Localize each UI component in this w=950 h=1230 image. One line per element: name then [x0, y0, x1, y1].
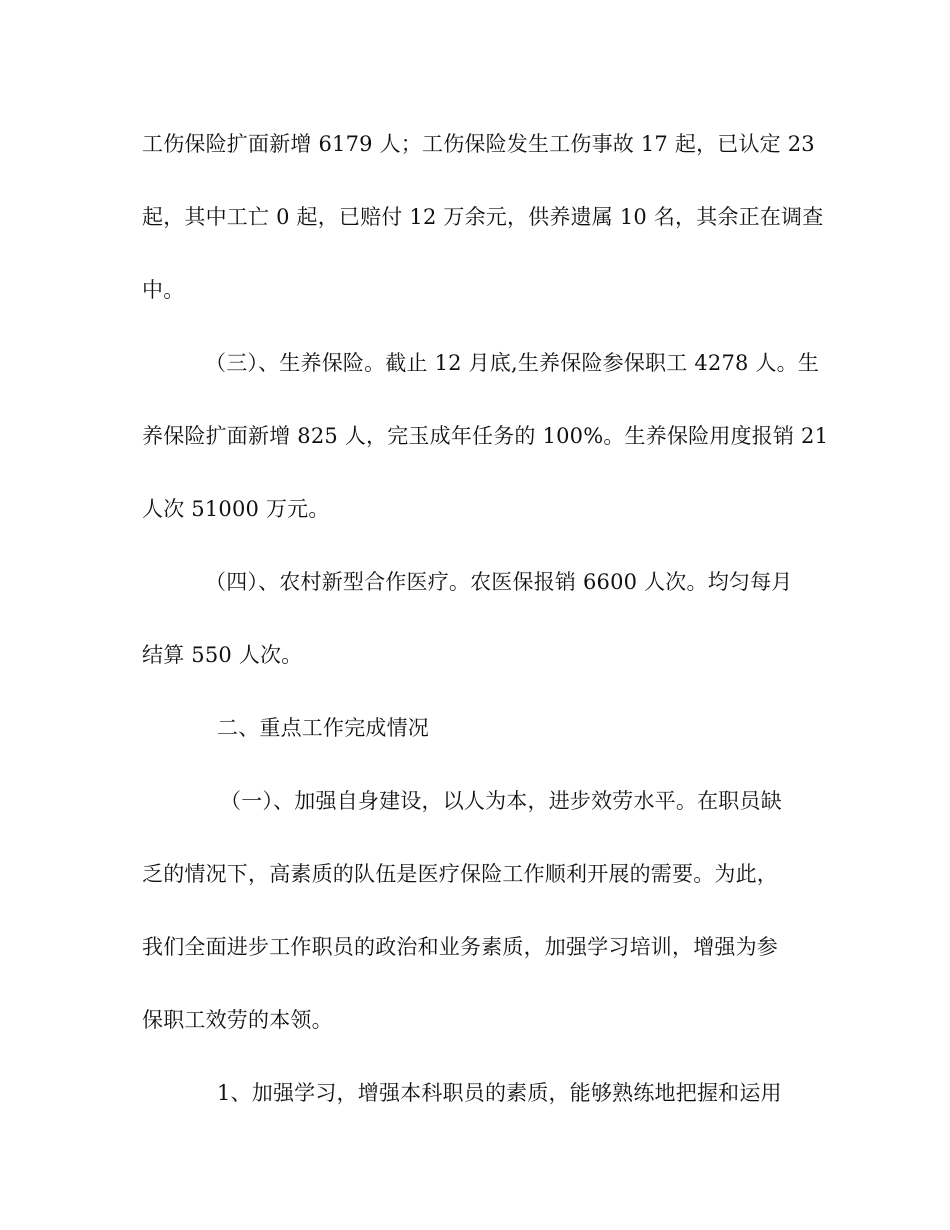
paragraph-line: 保职工效劳的本领。 [142, 1008, 333, 1032]
paragraph-line: 工伤保险扩面新增 6179 人；工伤保险发生工伤事故 17 起，已认定 23 [142, 132, 815, 156]
paragraph-line: 起，其中工亡 0 起，已赔付 12 万余元，供养遗属 10 名，其余正在调查 [142, 205, 824, 229]
paragraph-line: 结算 550 人次。 [142, 643, 303, 667]
section-heading-line: （三）、生养保险。截止 12 月底,生养保险参保职工 4278 人。生 [205, 351, 820, 375]
paragraph-line: 人次 51000 万元。 [142, 497, 330, 521]
section-heading-line: （一）、加强自身建设，以人为本，进步效劳水平。在职员缺 [220, 789, 782, 813]
chapter-heading: 二、重点工作完成情况 [217, 716, 429, 740]
paragraph-line: 中。 [142, 278, 185, 302]
paragraph-line: 我们全面进步工作职员的政治和业务素质，加强学习培训，增强为参 [142, 935, 778, 959]
section-heading-line: （四）、农村新型合作医疗。农医保报销 6600 人次。均匀每月 [205, 570, 793, 594]
paragraph-line: 乏的情况下，高素质的队伍是医疗保险工作顺利开展的需要。为此， [142, 862, 778, 886]
paragraph-line: 养保险扩面新增 825 人，完玉成年任务的 100%。生养保险用度报销 21 [142, 424, 829, 448]
list-item-line: 1、加强学习，增强本科职员的素质，能够熟练地把握和运用 [217, 1081, 782, 1105]
